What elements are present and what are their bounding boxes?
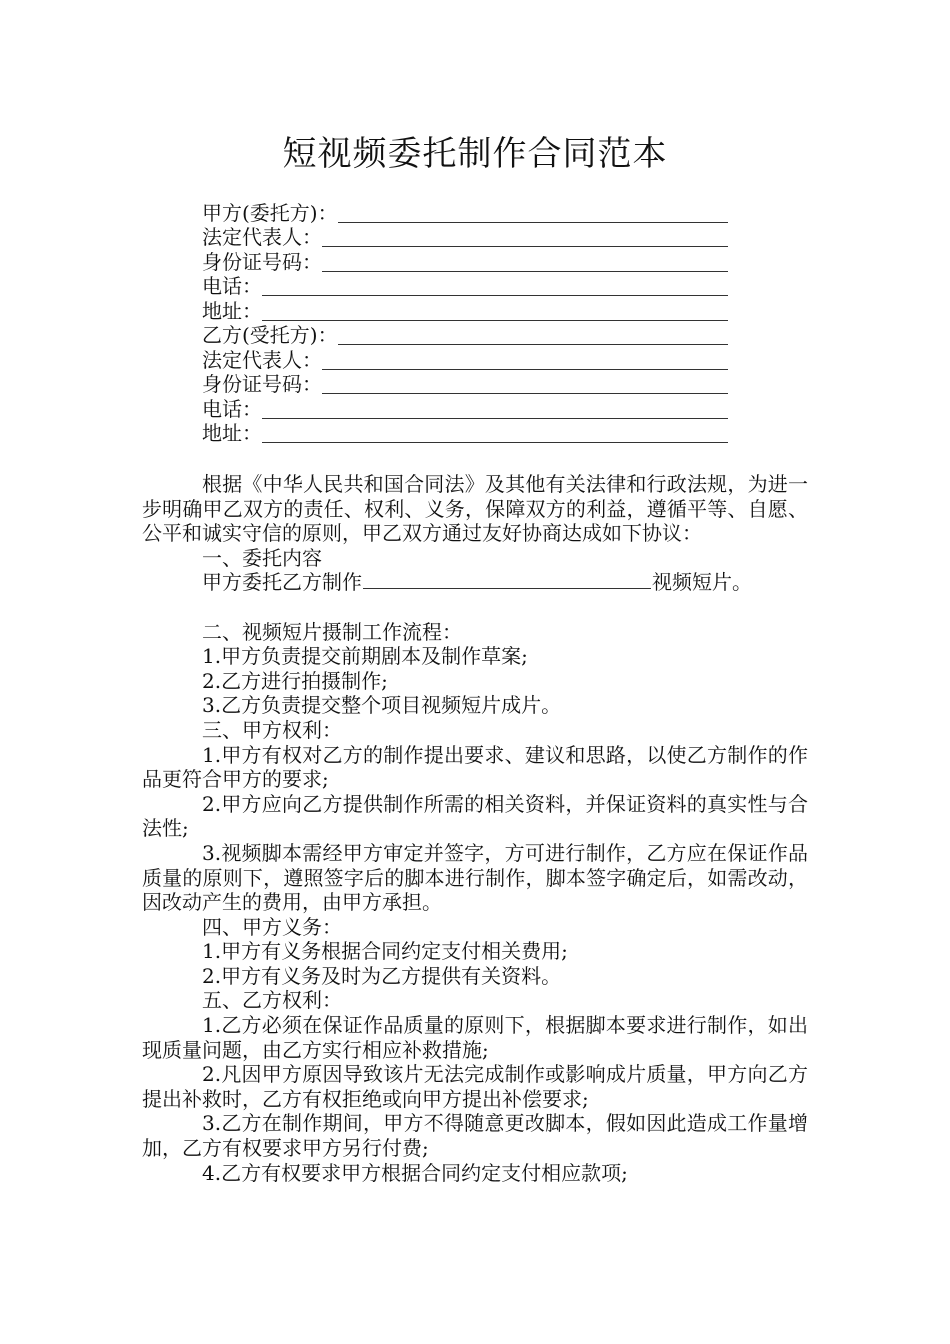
section-3-heading: 三、甲方权利： — [202, 717, 342, 742]
field-label: 地址： — [202, 298, 262, 323]
party-a-id-field[interactable] — [202, 249, 728, 274]
spacer — [142, 595, 808, 620]
fill-in-blank[interactable] — [262, 275, 728, 296]
section-1-heading: 一、委托内容 — [202, 545, 322, 570]
field-label: 身份证号码： — [202, 249, 322, 274]
section-1-text-before: 甲方委托乙方制作 — [202, 570, 362, 595]
fill-in-blank[interactable] — [262, 398, 728, 419]
fill-in-blank[interactable] — [338, 202, 728, 223]
party-b-name-field[interactable] — [202, 323, 728, 348]
fill-in-blank[interactable] — [338, 324, 728, 345]
field-label: 甲方(委托方)： — [202, 200, 338, 225]
section-5-item: 2.凡因甲方原因导致该片无法完成制作或影响成片质量，甲方向乙方提出补救时，乙方有权拒绝或向甲方提出补偿要求; — [142, 1062, 808, 1111]
party-a-address-field[interactable] — [202, 298, 728, 323]
party-b-representative-field[interactable] — [202, 347, 728, 372]
fill-in-blank[interactable] — [322, 373, 728, 394]
field-label: 电话： — [202, 274, 262, 298]
party-a-phone-field[interactable] — [202, 274, 728, 299]
section-5-item: 4.乙方有权要求甲方根据合同约定支付相应款项; — [202, 1160, 628, 1185]
section-2-item: 1.甲方负责提交前期剧本及制作草案; — [202, 644, 528, 669]
field-label: 电话： — [202, 396, 262, 421]
fill-in-blank[interactable] — [322, 226, 728, 247]
section-4-item: 1.甲方有义务根据合同约定支付相关费用; — [202, 939, 568, 964]
video-name-blank[interactable] — [363, 570, 651, 589]
section-3-item: 1.甲方有权对乙方的制作提出要求、建议和思路，以使乙方制作的作品更符合甲方的要求; — [142, 742, 808, 792]
intro-paragraph: 根据《中华人民共和国合同法》及其他有关法律和行政法规，为进一步明确甲乙双方的责任、权利、义务，保障双方的利益，遵循平等、自愿、公平和诚实守信的原则，甲乙双方通过友好协商达成如下协议： — [142, 472, 808, 546]
section-2-item: 3.乙方负责提交整个项目视频短片成片。 — [202, 693, 562, 718]
party-b-phone-field[interactable] — [202, 396, 728, 421]
fill-in-blank[interactable] — [322, 251, 728, 272]
section-5-item: 1.乙方必须在保证作品质量的原则下，根据脚本要求进行制作，如出现质量问题，由乙方实行相应补救措施; — [142, 1013, 808, 1062]
field-label: 法定代表人： — [202, 347, 322, 372]
party-b-id-field[interactable] — [202, 372, 728, 397]
party-a-name-field[interactable] — [202, 200, 728, 225]
section-4-item: 2.甲方有义务及时为乙方提供有关资料。 — [202, 963, 562, 988]
fill-in-blank[interactable] — [322, 349, 728, 370]
contract-body — [142, 472, 808, 1185]
fill-in-blank[interactable] — [262, 300, 728, 321]
field-label: 地址： — [202, 421, 262, 445]
field-label: 法定代表人： — [202, 225, 322, 249]
party-a-representative-field[interactable] — [202, 225, 728, 250]
field-label: 乙方(受托方)： — [202, 323, 338, 347]
section-3-item: 2.甲方应向乙方提供制作所需的相关资料，并保证资料的真实性与合法性; — [142, 791, 808, 841]
section-4-heading: 四、甲方义务： — [202, 914, 342, 939]
section-5-item: 3.乙方在制作期间，甲方不得随意更改脚本，假如因此造成工作量增加，乙方有权要求甲方另行付费; — [142, 1111, 808, 1161]
section-3-item: 3.视频脚本需经甲方审定并签字，方可进行制作，乙方应在保证作品质量的原则下，遵照签字后的脚本进行制作，脚本签字确定后，如需改动，因改动产生的费用，由甲方承担。 — [142, 840, 808, 915]
section-2-item: 2.乙方进行拍摄制作; — [202, 668, 388, 693]
section-2-heading: 二、视频短片摄制工作流程： — [202, 619, 462, 644]
section-1-line — [142, 570, 808, 595]
party-b-address-field[interactable] — [202, 421, 728, 446]
document-title: 短视频委托制作合同范本 — [282, 134, 668, 174]
party-info-fields — [202, 200, 728, 445]
section-1-text-after: 视频短片。 — [652, 570, 752, 595]
fill-in-blank[interactable] — [262, 422, 728, 443]
field-label: 身份证号码： — [202, 372, 322, 396]
section-5-heading: 五、乙方权利： — [202, 988, 342, 1013]
